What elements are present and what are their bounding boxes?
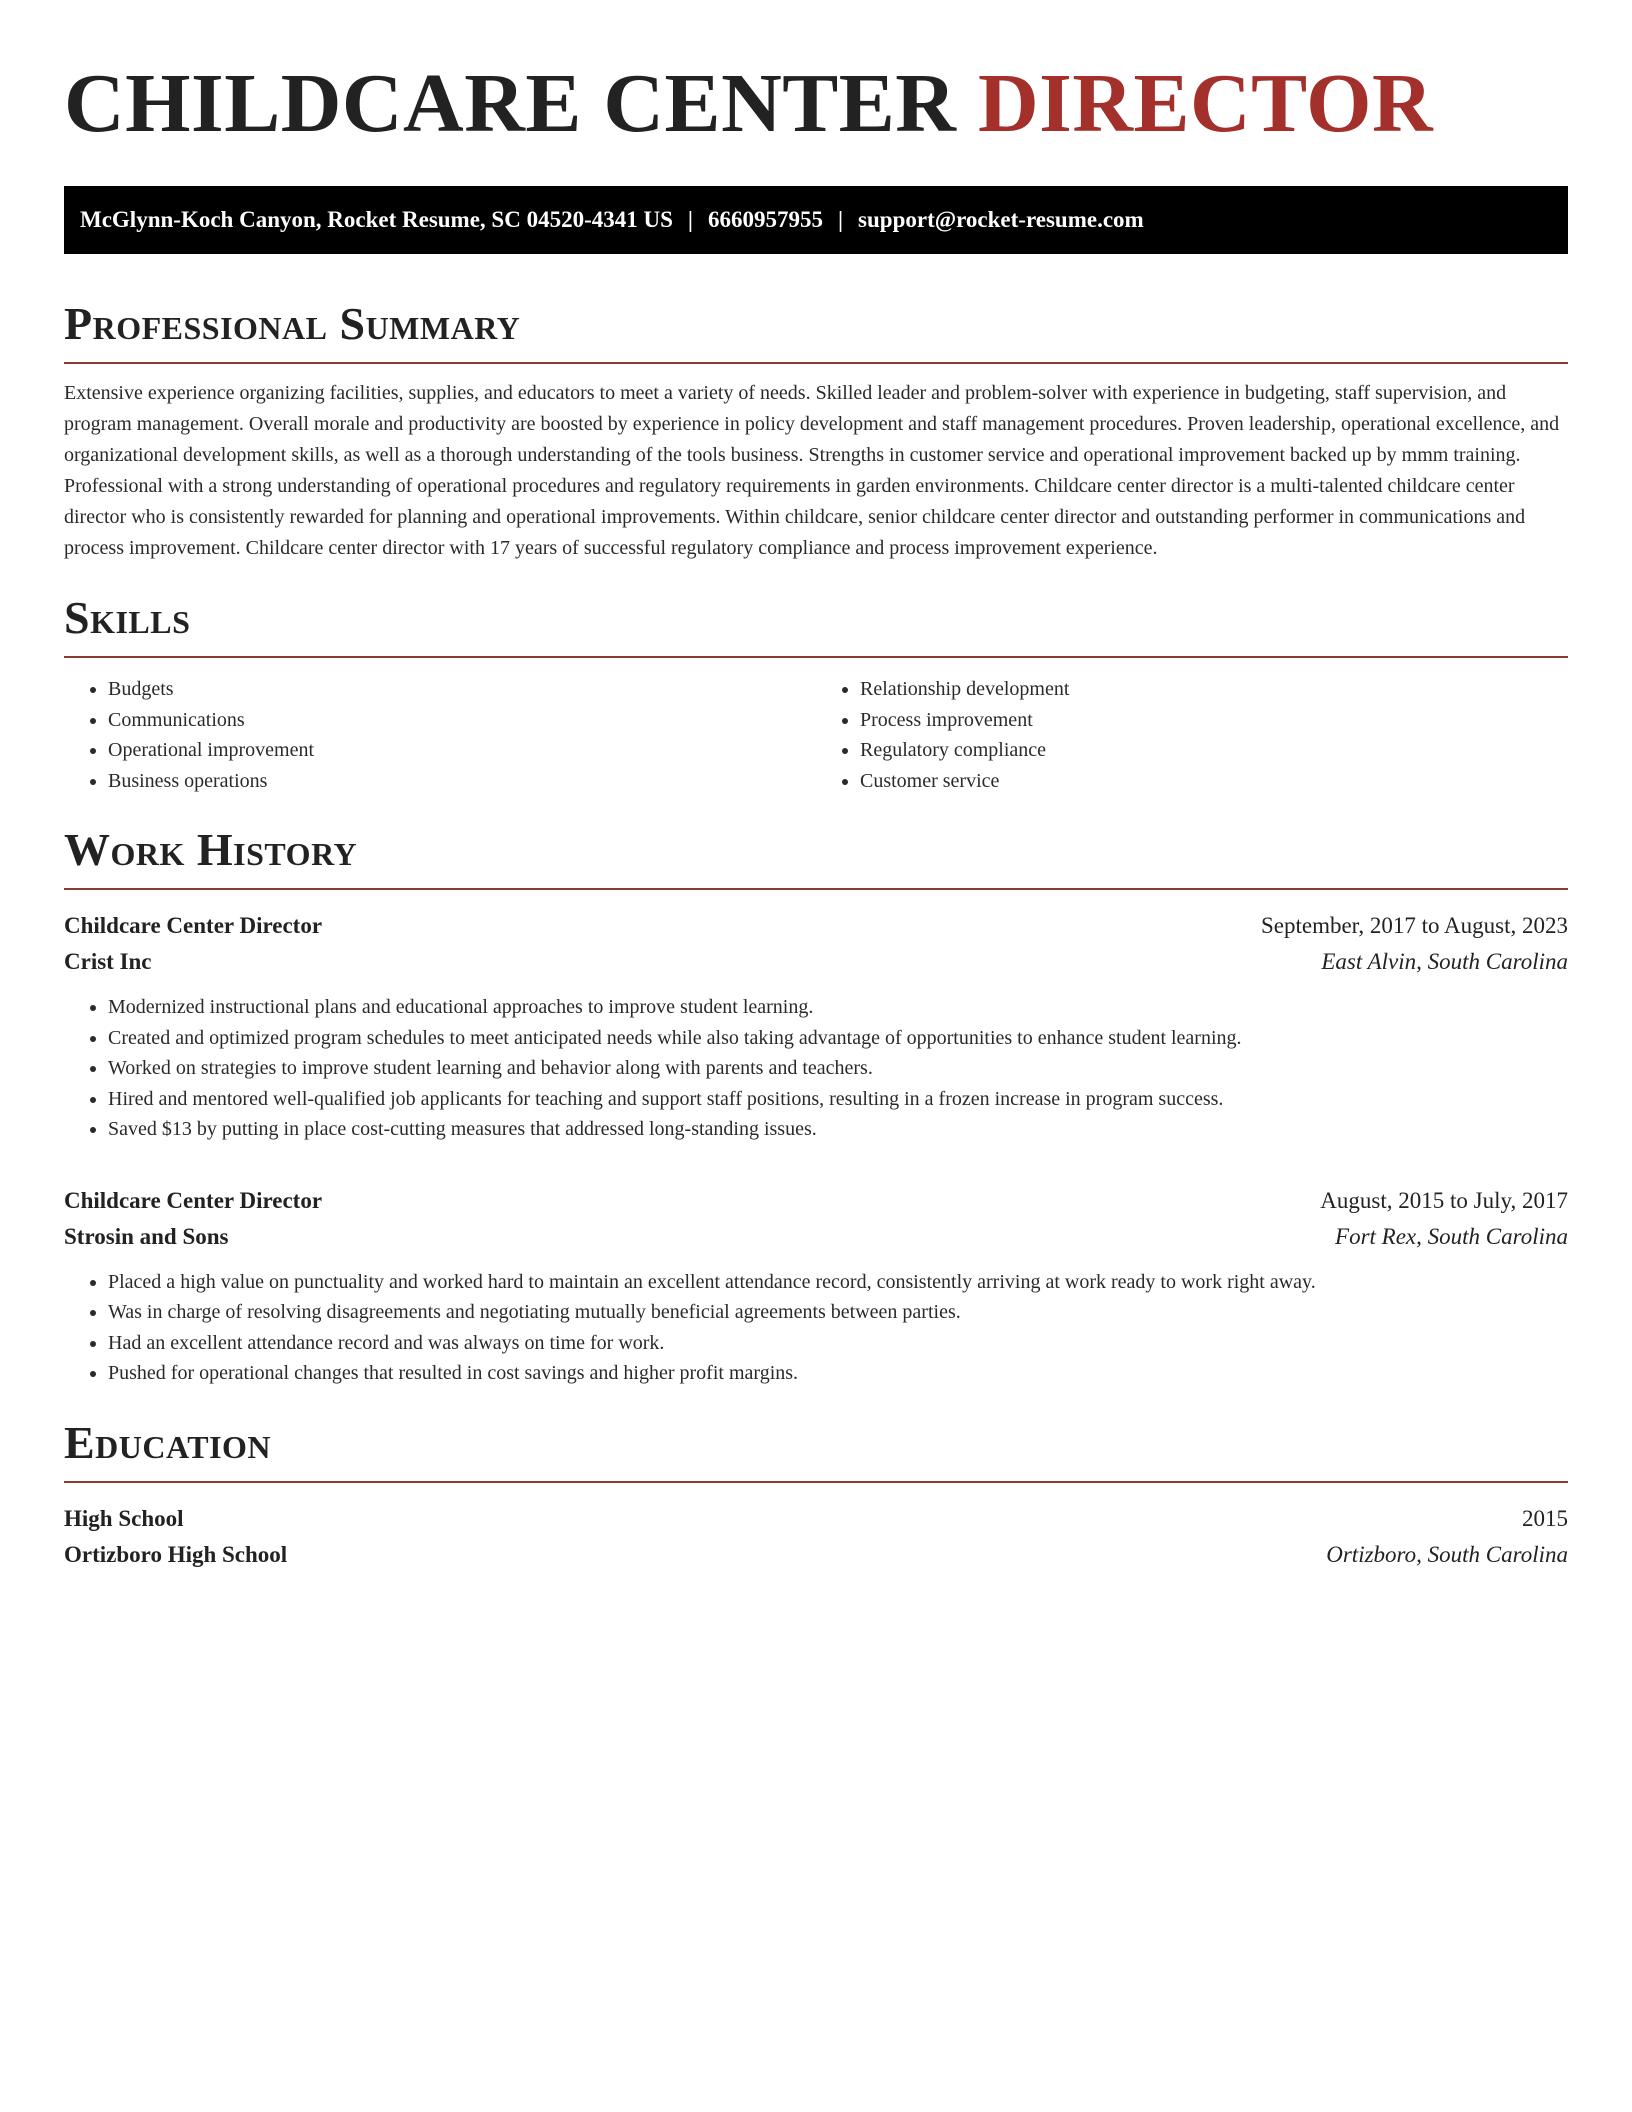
education-heading: Education [64,1416,272,1468]
education-school: Ortizboro High School [64,1541,288,1567]
job-company: Strosin and Sons [64,1223,229,1249]
work-section [64,824,1568,1389]
job-bullet: • Had an excellent attendance record and was always on time for work. [108,1328,1568,1359]
job-bullet: • Modernized instructional plans and educational approaches to improve student learning. [108,992,1568,1023]
resume-title [64,56,1568,152]
contact-separator: | [837,207,844,232]
title-accent: DIRECTOR [977,57,1434,150]
skill-item: • Customer service [860,766,1568,797]
job-bullet: • Placed a high value on punctuality and worked hard to maintain an excellent attendance record, consistently arriving at work ready to work right away. [108,1267,1568,1298]
skill-item: • Budgets [108,674,816,705]
job-role: Childcare Center Director [64,913,323,938]
education-location: Ortizboro, South Carolina [1326,1541,1568,1567]
job-company-row [64,944,1568,980]
job-entry [64,908,1568,1145]
summary-heading: Professional Summary [64,298,521,349]
skill-item: • Communications [108,705,816,736]
job-company-row [64,1219,1568,1255]
education-year: 2015 [1522,1505,1568,1531]
job-header-row [64,1183,1568,1219]
skill-item: • Process improvement [860,705,1568,736]
skills-columns [64,674,1568,796]
contact-address: McGlynn-Koch Canyon, Rocket Resume, SC 04520-4341 US [80,207,673,232]
contact-email[interactable]: support@rocket-resume.com [858,207,1144,232]
skills-heading: Skills [64,592,191,643]
section-divider [64,362,1568,364]
education-entry [64,1501,1568,1573]
skill-item: • Regulatory compliance [860,735,1568,766]
job-entry [64,1183,1568,1389]
section-divider [64,1481,1568,1483]
contact-bar [64,186,1568,254]
skills-section [64,592,1568,796]
summary-section [64,298,1568,564]
job-bullet: • Worked on strategies to improve student learning and behavior along with parents and teachers. [108,1053,1568,1084]
job-bullet: • Hired and mentored well-qualified job applicants for teaching and support staff positions, resulting in a frozen increase in program success. [108,1084,1568,1115]
job-dates: August, 2015 to July, 2017 [1320,1187,1568,1213]
job-company: Crist Inc [64,949,152,974]
work-heading: Work History [64,824,358,875]
section-divider [64,656,1568,658]
education-degree: High School [64,1505,184,1531]
job-bullet: • Was in charge of resolving disagreements and negotiating mutually beneficial agreements between parties. [108,1297,1568,1328]
job-bullet: • Created and optimized program schedules to meet anticipated needs while also taking advantage of opportunities to enhance student learning. [108,1023,1568,1054]
education-school-row [64,1537,1568,1573]
education-header-row [64,1501,1568,1537]
contact-separator: | [687,207,693,232]
skill-item: • Business operations [108,766,816,797]
job-role: Childcare Center Director [64,1187,323,1213]
skills-left-list [64,674,816,796]
skill-item: • Relationship development [860,674,1568,705]
skill-item: • Operational improvement [108,735,816,766]
job-bullet: • Saved $13 by putting in place cost-cutting measures that addressed long-standing issues. [108,1114,1568,1145]
title-main: CHILDCARE CENTER [64,57,957,150]
job-bullets [64,1267,1568,1389]
skills-right-list [816,674,1568,796]
job-bullets [64,992,1568,1145]
job-dates: September, 2017 to August, 2023 [1260,913,1568,938]
job-header-row [64,908,1568,944]
job-location: East Alvin, South Carolina [1321,949,1568,974]
section-divider [64,888,1568,890]
job-bullet: • Pushed for operational changes that resulted in cost savings and higher profit margins. [108,1358,1568,1389]
summary-text: Extensive experience organizing facilities, supplies, and educators to meet a variety of needs. Skilled leader and problem-solver with experience in budgeting, staff supervision, and program management. Overall morale and productivity are boosted by experience in policy development and staff management procedures. Proven leadership, operational excellence, and organizational development skills, as well as a thorough understanding of the tools business. Strengths in customer service and operational improvement backed up by mmm training. Professional with a strong understanding of operational procedures and regulatory requirements in garden environments. Childcare center director is a multi-talented childcare center director who is consistently rewarded for planning and operational improvements. Within childcare, senior childcare center director and outstanding performer in communications and process improvement. Childcare center director with 17 years of successful regulatory compliance and process improvement experience. [64,382,1560,559]
contact-phone: 6660957955 [707,207,823,232]
education-section [64,1417,1568,1573]
job-location: Fort Rex, South Carolina [1335,1223,1568,1249]
